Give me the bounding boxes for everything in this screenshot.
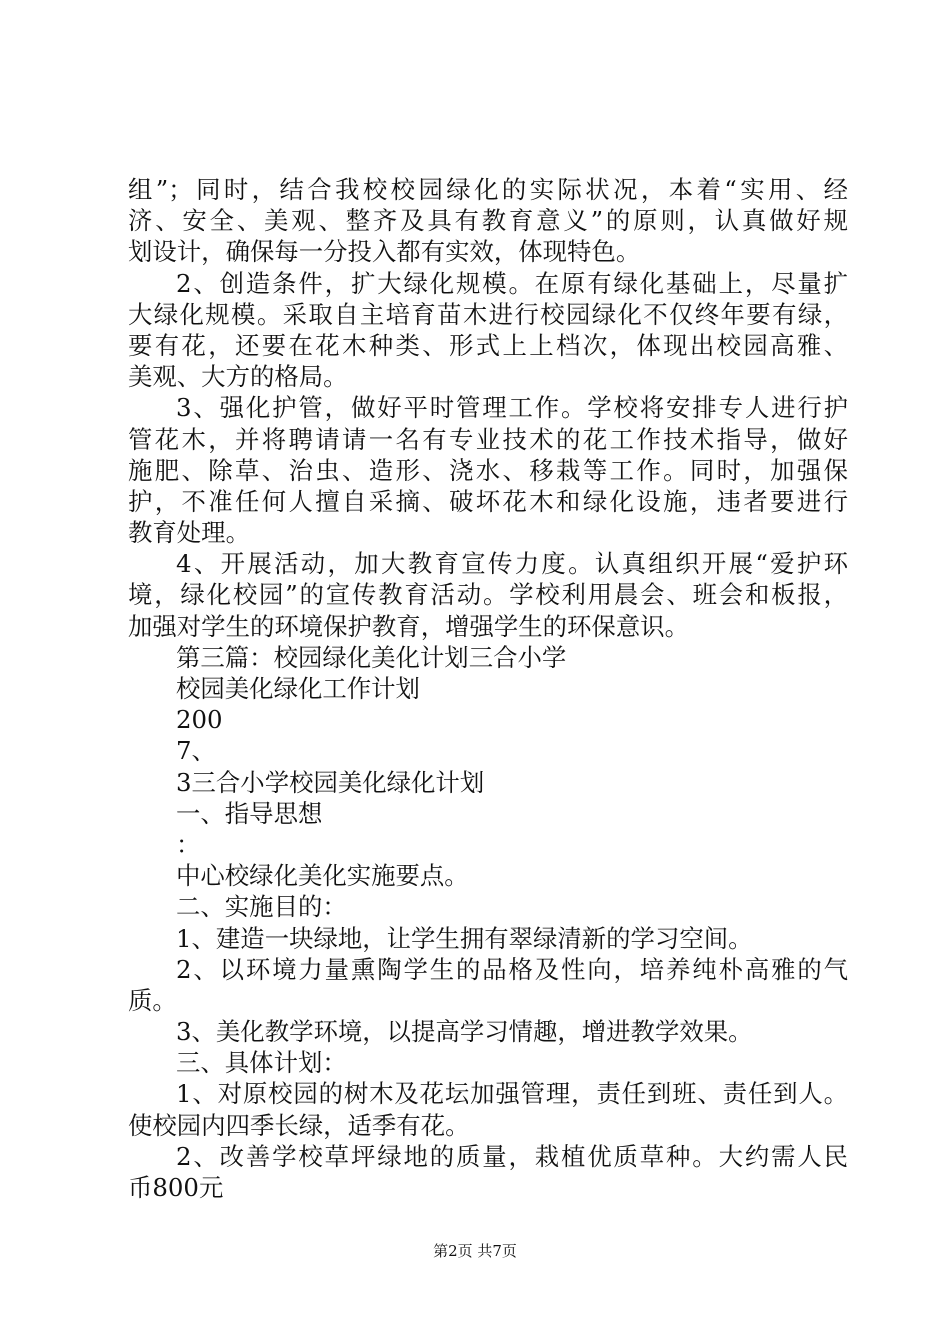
text-line: 4、开展活动，加大教育宣传力度。认真组织开展“爱护环 (176, 549, 848, 579)
text-line: 1、对原校园的树木及花坛加强管理，责任到班、责任到人。 (176, 1079, 848, 1109)
text-line: 要有花，还要在花木种类、形式上上档次，体现出校园高雅、 (128, 330, 848, 360)
text-line: 组”；同时，结合我校校园绿化的实际状况，本着“实用、经 (128, 175, 848, 204)
text-line: 三、具体计划： (176, 1048, 347, 1078)
text-line: 济、安全、美观、整齐及具有教育意义”的原则，认真做好规 (128, 206, 848, 236)
text-line: ： (176, 829, 201, 859)
text-line: 200 (176, 705, 223, 735)
text-line: 二、实施目的： (176, 892, 347, 922)
text-line: 质。 (128, 985, 177, 1015)
text-line: 3、强化护管，做好平时管理工作。学校将安排专人进行护 (176, 393, 848, 423)
text-line: 3三合小学校园美化绿化计划 (176, 767, 485, 797)
text-line: 2、创造条件，扩大绿化规模。在原有绿化基础上，尽量扩 (176, 268, 848, 298)
text-line: 3、美化教学环境，以提高学习情趣，增进教学效果。 (176, 1017, 753, 1047)
text-line: 一、指导思想 (176, 798, 323, 828)
text-line: 币800元 (128, 1173, 224, 1202)
text-line: 1、建造一块绿地，让学生拥有翠绿清新的学习空间。 (176, 923, 753, 953)
page-footer: 第2页 共7页 (433, 1242, 517, 1260)
text-line: 教育处理。 (128, 518, 250, 548)
text-line: 使校园内四季长绿，适季有花。 (128, 1110, 470, 1140)
text-line: 管花木，并将聘请请一名有专业技术的花工作技术指导，做好 (128, 424, 848, 454)
text-line: 2、以环境力量熏陶学生的品格及性向，培养纯朴高雅的气 (176, 954, 848, 984)
text-line: 校园美化绿化工作计划 (176, 674, 420, 703)
text-line: 7、 (176, 736, 216, 766)
document-body (128, 174, 848, 1203)
text-line: 2、改善学校草坪绿地的质量，栽植优质草种。大约需人民 (176, 1141, 848, 1171)
text-line: 划设计，确保每一分投入都有实效，体现特色。 (128, 237, 641, 267)
text-line: 施肥、除草、治虫、造形、浇水、移栽等工作。同时，加强保 (128, 455, 848, 485)
text-line: 第三篇：校园绿化美化计划三合小学 (176, 642, 567, 672)
text-line: 护，不准任何人擅自采摘、破坏花木和绿化设施，违者要进行 (128, 486, 848, 516)
text-line: 大绿化规模。采取自主培育苗木进行校园绿化不仅终年要有绿， (128, 299, 848, 329)
text-line: 加强对学生的环境保护教育，增强学生的环保意识。 (128, 611, 689, 641)
text-line: 美观、大方的格局。 (128, 362, 348, 392)
text-line: 境，绿化校园”的宣传教育活动。学校利用晨会、班会和板报， (128, 580, 848, 610)
text-line: 中心校绿化美化实施要点。 (176, 861, 469, 891)
